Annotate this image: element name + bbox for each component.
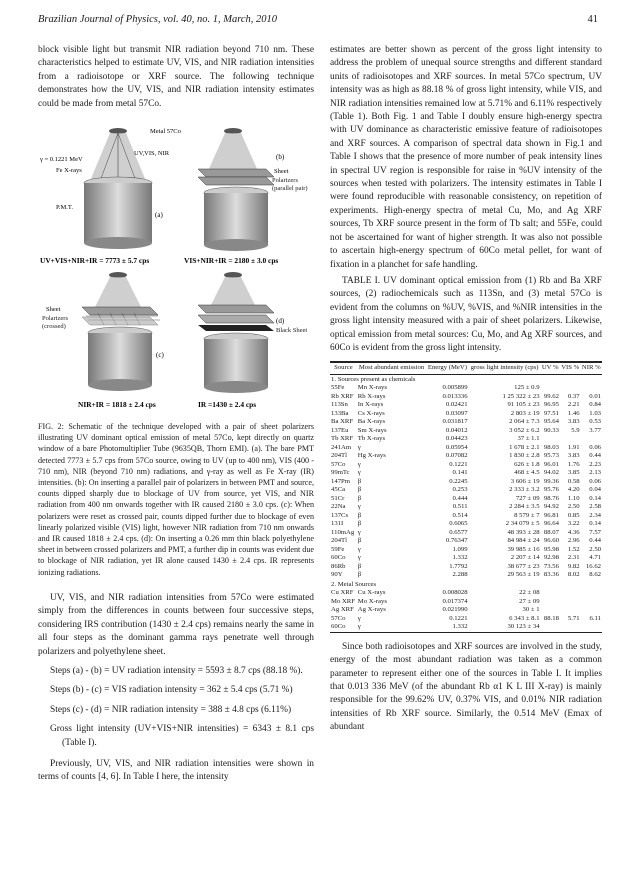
step-a-b: Steps (a) - (b) = UV radiation intensity = 5593 ± 8.7 cps (88.18 %).: [50, 665, 303, 676]
table-cell: 45Ca: [331, 486, 346, 494]
table-cell: 99mTc: [331, 469, 350, 477]
intro-paragraph: block visible light but transmit NIR radiation beyond 710 nm. These characteristics helped to estimate UV, VIS, and NIR radiation intensities from a radioisotope or XRF source. The following technique demonstrates how the UV, VIS, and NIR radiation intensity estimates could be made from metal 57Co.: [38, 45, 314, 109]
panel-a-letter: (a): [155, 211, 163, 220]
table-cell: 91 105 ± 23: [507, 401, 540, 409]
col-emission: Most abundant emission: [357, 362, 426, 374]
table-cell: 55Fe: [331, 384, 345, 392]
body-paragraph-1: UV, VIS, and NIR radiation intensities from 57Co were estimated simply from the differences in counts between four successive steps, considering IRS contribution (1430 ± 2.4 cps) remains nearly the same in all four steps as the dominant gamma rays penetrate well through polarizers and polyethylene sheet.: [38, 592, 314, 657]
table-cell: 22Na: [331, 503, 346, 511]
table-cell: γ: [357, 503, 361, 511]
table-cell: 1.76: [567, 460, 580, 468]
table-cell: 3.83: [567, 418, 580, 426]
table-caption: TABLE I. UV dominant optical emission from (1) Rb and Ba XRF sources, (2) radiochemicals such as 113Sn, and (3) metal 57Co is evident from the columns on %UV, %VIS, and %NIR intensities in the gross light intensity measured with a pair of sheet polarizers. Likewise, optical emission from metal sources: Cu, Mo, and Ag XRF sources, and 60Co is evident from the gross light intensity.: [330, 275, 602, 353]
table-cell: 2.96: [567, 537, 580, 545]
table-cell: 0.6065: [449, 520, 468, 528]
table-cell: In X-rays: [357, 401, 384, 409]
table-cell: 22 ± 08: [519, 589, 540, 597]
equation-c: NIR+IR = 1818 ± 2.4 cps: [78, 400, 156, 410]
table-cell: 94.02: [543, 469, 559, 477]
table-cell: 0.14: [589, 520, 601, 528]
table-cell: 6.11: [589, 614, 601, 622]
table-cell: [541, 589, 560, 598]
table-cell: 0.6577: [449, 528, 468, 536]
table-cell: 1.332: [452, 554, 468, 562]
body-paragraph-2: Previously, UV, VIS, and NIR radiation intensities were shown in terms of counts [4, 6]. In Table I here, the intensity: [38, 758, 314, 783]
table-cell: 0.02421: [445, 401, 468, 409]
table-cell: Tb XRF: [331, 435, 354, 443]
left-column: [38, 44, 314, 785]
table-cell: 0.44: [589, 452, 601, 460]
label-pmt: P.M.T.: [56, 204, 74, 212]
table-cell: 2.31: [567, 554, 580, 562]
table-cell: 0.514: [452, 511, 468, 519]
table-cell: Mo XRF: [331, 597, 355, 605]
right-paragraph-1: estimates are better shown as percent of the gross light intensity to address the problem of unequal source strengths and different standard units of radioisotopes and XRF sources. In metal 57Co spectrum, UV intensity was as high as 88.18 % of gross light intensity, while VIS, and NIR radiation intensities remained low at 5.71% and 6.11% respectively (Table 1). Both Fig. 1 and Table I doubly ensure high-energy spectra with UV dominance as characteristic emissive feature of radioisotopes and XRF sources. A comparison of spectral data shown in Fig.1 and Table I shows that the presence of more number of peak intensity lines in spectral UV region is responsible for raise in %UV intensity of the sources when tested with polarizers. The intensity estimates in Table I were found reproducible with reasonable consistency, on repetition of experiments. High-energy spectra of metal Cu, Mo, and Ag XRF sources, Tb XRF source present in the form of Tb salt; and 55Fe, could not be ascertained for want of higher strength. It was also not possible to ascertain high-energy spectrum of 60Co metal pellet, for want of fixation in a planchet for safe handling.: [330, 45, 602, 270]
panel-a: [39, 128, 181, 249]
label-polarizers-crossed: Polarizers (crossed): [42, 315, 68, 330]
table-cell: 2 34 079 ± 5: [505, 520, 540, 528]
table-body: [330, 374, 602, 632]
table-cell: 2.50: [589, 545, 601, 553]
table-cell: 204Tl: [331, 537, 347, 545]
table-cell: 0.85: [567, 511, 580, 519]
table-cell: 110mAg: [331, 528, 355, 536]
table-cell: 468 ± 4.5: [514, 469, 540, 477]
table-row: [330, 461, 602, 470]
table-row: [330, 598, 602, 607]
table-cell: 1.03: [589, 409, 601, 417]
col-vis: VIS %: [560, 362, 581, 374]
table-row: [330, 520, 602, 529]
table-cell: 3.22: [567, 520, 580, 528]
table-cell: 1.46: [567, 409, 580, 417]
table-cell: 1.10: [567, 494, 580, 502]
table-cell: 2.13: [589, 469, 601, 477]
table-row: [330, 512, 602, 521]
table-cell: 2.58: [589, 503, 601, 511]
col-energy: Energy (MeV): [426, 362, 468, 374]
table-cell: Mn X-rays: [357, 384, 387, 392]
table-cell: 30 123 ± 34: [469, 623, 541, 632]
table-cell: 2.21: [567, 401, 580, 409]
table-cell: 98.03: [543, 443, 559, 451]
table-cell: Mo X-rays: [357, 597, 387, 605]
table-cell: 4.36: [567, 528, 580, 536]
table-cell: 1 678 ± 2.1: [509, 443, 540, 451]
table-cell: 0.44: [589, 537, 601, 545]
table-cell: 3 052 ± 6.2: [509, 426, 540, 434]
table-row: [330, 444, 602, 453]
table-cell: Rb XRF: [331, 392, 354, 400]
table-cell: [581, 589, 602, 598]
table-cell: 98.76: [543, 494, 559, 502]
section-chemicals: 1. Sources present as chemicals: [331, 375, 416, 383]
table-cell: 86Rb: [331, 562, 346, 570]
table-cell: 88.07: [543, 528, 559, 536]
table-cell: β: [357, 511, 362, 519]
table-cell: [541, 435, 560, 444]
table-cell: 0.76347: [445, 537, 468, 545]
table-cell: 96.81: [543, 511, 559, 519]
label-fe-xrays: Fe X-rays: [56, 167, 82, 175]
table-cell: 2.50: [567, 503, 580, 511]
table-cell: 59Fe: [331, 545, 345, 553]
table-cell: β: [357, 494, 362, 502]
right-column: [330, 44, 602, 735]
table-cell: 1.099: [452, 545, 468, 553]
table-row: [330, 537, 602, 546]
step-b-c: Steps (b) - (c) = VIS radiation intensity = 362 ± 5.4 cps (5.71 %): [50, 685, 293, 696]
table-1: [330, 361, 602, 633]
table-cell: 92.98: [543, 554, 559, 562]
table-cell: 5.71: [567, 614, 580, 622]
panel-d: [198, 272, 314, 393]
table-cell: 4.71: [589, 554, 601, 562]
table-cell: β: [357, 562, 362, 570]
table-cell: [560, 598, 581, 607]
table-cell: β: [357, 571, 362, 579]
table-cell: 39 985 ± 16: [507, 545, 540, 553]
table-cell: 3.77: [589, 426, 601, 434]
table-cell: 2 284 ± 3.5: [509, 503, 540, 511]
table-cell: 60Co: [330, 623, 357, 632]
table-cell: 94.92: [543, 503, 559, 511]
label-metal-co: Metal 57Co: [150, 128, 181, 136]
table-row: [330, 410, 602, 419]
table-row: [330, 623, 602, 632]
table-row: [330, 478, 602, 487]
table-cell: Ba XRF: [331, 418, 354, 426]
figure-2-diagram: [38, 117, 314, 413]
table-cell: 0.04: [589, 486, 601, 494]
table-cell: γ: [357, 623, 426, 632]
table-cell: γ: [357, 614, 361, 622]
table-cell: 37 ± 1.1: [517, 435, 540, 443]
table-cell: 137Eu: [331, 426, 349, 434]
gross-intensity: Gross light intensity (UV+VIS+NIR intensities) = 6343 ± 8.1 cps (Table I).: [50, 724, 314, 748]
table-cell: 0.37: [567, 392, 580, 400]
panel-b-letter: (b): [276, 153, 285, 162]
table-cell: 0.444: [452, 494, 468, 502]
table-cell: 3.83: [567, 452, 580, 460]
table-cell: 9.82: [567, 562, 580, 570]
table-cell: 7.57: [589, 528, 601, 536]
table-cell: 83.36: [543, 571, 559, 579]
table-cell: 2.34: [589, 511, 601, 519]
table-row: [330, 384, 602, 393]
table-cell: Ba X-rays: [357, 418, 386, 426]
table-cell: 147Pm: [331, 477, 350, 485]
table-cell: 96.01: [543, 460, 559, 468]
table-cell: 6 343 ± 8.1: [509, 614, 540, 622]
table-cell: 96.60: [543, 537, 559, 545]
table-cell: 57Co: [331, 460, 346, 468]
table-cell: 8.62: [589, 571, 601, 579]
table-cell: Ag X-rays: [357, 606, 386, 614]
table-cell: 97.51: [543, 409, 559, 417]
table-row: [330, 503, 602, 512]
table-cell: 0.141: [452, 469, 468, 477]
table-cell: 0.511: [452, 503, 468, 511]
table-cell: γ: [357, 460, 361, 468]
table-cell: [581, 384, 602, 393]
table-cell: 137Cs: [331, 511, 349, 519]
table-row: [330, 452, 602, 461]
table-cell: 48 393 ± 28: [507, 528, 540, 536]
table-cell: 8.02: [567, 571, 580, 579]
label-uv-vis-nir: UV,VIS, NIR: [134, 150, 170, 158]
table-cell: 0.53: [589, 418, 601, 426]
panel-c-letter: (c): [156, 351, 164, 360]
table-cell: Tb X-rays: [357, 435, 386, 443]
table-cell: 51Cr: [331, 494, 345, 502]
table-cell: 131I: [331, 520, 344, 528]
table-cell: 3 606 ± 19: [510, 477, 540, 485]
table-cell: [560, 623, 581, 632]
table-cell: γ: [357, 443, 361, 451]
table-cell: 0.58: [567, 477, 580, 485]
table-cell: 0.06: [589, 443, 601, 451]
table-cell: Ag XRF: [331, 606, 354, 614]
table-row: [330, 469, 602, 478]
table-cell: γ: [357, 545, 361, 553]
col-nir: NIR %: [581, 362, 602, 374]
table-cell: 0.03097: [445, 409, 468, 417]
col-source: Source: [330, 362, 357, 374]
table-cell: 2 803 ± 19: [510, 409, 540, 417]
table-cell: Cu XRF: [331, 589, 354, 597]
table-cell: 1 830 ± 2.8: [509, 452, 540, 460]
table-cell: 0.253: [452, 486, 468, 494]
table-row: [330, 529, 602, 538]
table-cell: 2 207 ± 14: [510, 554, 540, 562]
label-black-sheet: Black Sheet: [276, 327, 308, 335]
label-gamma: γ = 0.1221 MeV: [40, 156, 83, 164]
table-cell: 2.23: [589, 460, 601, 468]
table-cell: 0.07082: [445, 452, 468, 460]
panel-b: [198, 128, 314, 251]
table-cell: β: [357, 477, 362, 485]
table-cell: 90.33: [543, 426, 559, 434]
table-row: [330, 495, 602, 504]
label-sheet: Sheet: [274, 168, 289, 176]
table-cell: [560, 435, 581, 444]
table-cell: [581, 623, 602, 632]
equation-a: UV+VIS+NIR+IR = 7773 ± 5.7 cps: [40, 256, 150, 266]
table-cell: 38 677 ± 23: [507, 562, 540, 570]
table-cell: 8 579 ± 7: [514, 511, 540, 519]
table-cell: 99.36: [543, 477, 559, 485]
table-row: [330, 435, 602, 444]
table-cell: 0.021990: [442, 606, 468, 614]
table-cell: [541, 623, 560, 632]
table-cell: 99.62: [543, 392, 559, 400]
table-cell: 133Ba: [331, 409, 349, 417]
table-cell: 0.06: [589, 477, 601, 485]
table-cell: 125 ± 0.9: [514, 384, 540, 392]
table-cell: 16.62: [585, 562, 601, 570]
table-cell: 95.64: [543, 418, 559, 426]
table-cell: [560, 589, 581, 598]
table-cell: 29 563 ± 19: [507, 571, 540, 579]
step-list: [38, 665, 314, 750]
table-row: [330, 486, 602, 495]
table-header-row: [330, 362, 602, 374]
table-cell: 5.9: [571, 426, 580, 434]
table-cell: 0.1221: [449, 460, 468, 468]
table-cell: β: [357, 520, 362, 528]
table-cell: β: [357, 537, 362, 545]
table-cell: [581, 598, 602, 607]
table-cell: 2 333 ± 3.2: [509, 486, 540, 494]
section-metal-sources: 2. Metal Sources: [331, 580, 377, 588]
table-row: [330, 571, 602, 580]
table-cell: γ: [357, 469, 361, 477]
table-cell: [541, 384, 560, 393]
table-cell: 95.76: [543, 486, 559, 494]
table-cell: 95.98: [543, 545, 559, 553]
table-cell: 1.7792: [449, 562, 468, 570]
right-paragraph-2: Since both radioisotopes and XRF sources are involved in the study, energy of the most abundant radiation was taken as a common parameter to represent either one of the sources in Table I. It implies that 0.013 336 MeV (of the abundant Rb α1 K L III X-ray) is mainly responsible for the 99.62% UV, 0.37% VIS, and 0.01% NIR radiation intensities of Rb XRF source. Similarly, the 0.514 MeV (Emax of abundant: [330, 641, 602, 733]
table-cell: [560, 606, 581, 615]
table-cell: 57Co: [331, 614, 346, 622]
table-row: [330, 563, 602, 572]
table-cell: 1.52: [567, 545, 580, 553]
journal-citation: Brazilian Journal of Physics, vol. 40, no. 1, March, 2010: [38, 14, 278, 25]
table-cell: 1.332: [426, 623, 468, 632]
figure-2: [38, 117, 314, 413]
table-cell: [581, 606, 602, 615]
table-cell: 0.04012: [445, 426, 468, 434]
table-cell: 3.85: [567, 469, 580, 477]
table-row: [330, 401, 602, 410]
table-cell: 727 ± 09: [515, 494, 540, 502]
col-uv: UV %: [541, 362, 560, 374]
table-cell: γ: [357, 554, 361, 562]
table-cell: γ: [357, 528, 361, 536]
table-cell: 27 ± 09: [519, 597, 540, 605]
table-cell: 96.64: [543, 520, 559, 528]
table-cell: 0.008028: [442, 589, 468, 597]
table-cell: Cs X-rays: [357, 409, 385, 417]
table-cell: 626 ± 1.8: [514, 460, 540, 468]
table-cell: 113Sn: [331, 401, 348, 409]
table-cell: 0.2245: [449, 477, 468, 485]
table-row: [330, 427, 602, 436]
table-cell: 88.18: [543, 614, 559, 622]
table-cell: 0.1221: [449, 614, 468, 622]
table-cell: [581, 435, 602, 444]
label-sheet-2: Sheet: [46, 306, 61, 314]
table-cell: 0.04423: [445, 435, 468, 443]
table-cell: Cu X-rays: [357, 589, 386, 597]
table-cell: 0.14: [589, 494, 601, 502]
table-row: [330, 589, 602, 598]
page-number: 41: [587, 14, 598, 25]
label-polarizers-parallel: Polarizers (parallel pair): [272, 177, 308, 192]
table-cell: 0.031817: [442, 418, 468, 426]
panel-d-letter: (d): [276, 317, 285, 326]
table-cell: 60Co: [331, 554, 346, 562]
table-cell: 1 25 322 ± 23: [502, 392, 540, 400]
table-cell: 0.84: [589, 401, 601, 409]
col-gross: gross light intensity (cps): [469, 362, 541, 374]
table-cell: Sm X-rays: [357, 426, 387, 434]
table-cell: 84 984 ± 24: [507, 537, 540, 545]
table-cell: 0.017374: [442, 597, 468, 605]
table-cell: Hg X-rays: [357, 452, 386, 460]
table-cell: 90Y: [331, 571, 343, 579]
table-cell: Rb X-rays: [357, 392, 386, 400]
table-cell: 0.01: [589, 392, 601, 400]
table-cell: 0.005899: [442, 384, 468, 392]
table-cell: 2.288: [452, 571, 468, 579]
table-cell: 30 ± 1: [522, 606, 540, 614]
table-cell: 204Tl: [331, 452, 347, 460]
table-row: [330, 418, 602, 427]
table-cell: [560, 384, 581, 393]
panel-c: [42, 272, 164, 391]
equation-b: VIS+NIR+IR = 2180 ± 3.0 cps: [184, 256, 279, 266]
table-cell: 95.73: [543, 452, 559, 460]
equation-d: IR =1430 ± 2.4 cps: [198, 400, 257, 410]
step-c-d: Steps (c) - (d) = NIR radiation intensity = 388 ± 4.8 cps (6.11%): [50, 704, 292, 715]
table-row: [330, 606, 602, 615]
table-cell: 241Am: [331, 443, 352, 451]
figure-caption: FIG. 2: Schematic of the technique developed with a pair of sheet polarizers illustrating UV dominant optical emission of metal 57Co, kept directly on quartz window of a bare Photomultiplier Tube (9635QB, Thorn EMI). (a). The bare PMT detected 7773 ± 5.7 cps from 57Co source, owing to UV (up to 400 nm), VIS (400 - 710 nm), NIR (beyond 710 nm) radiations, and γ-ray as well as Fe X-ray (IR) intensities. (b): On inserting a parallel pair of polarizers in between PMT and source, counts dipped sharply due to blockage of UV from source, yet VIS, and NIR radiation from 400 nm onwards together with IR caused 2180 ± 3.0 cps. (c): When polarizers were reset as crossed pair, counts dipped further due to blockage of even linearly polarized visible (VIS) light, however NIR radiation from 710 nm onwards and IR caused 1818 ± 2.4 cps. (d): On inserting a 0.26 mm thin black polyethylene sheet in between crossed polarizers and PMT, a further dip in counts was evident due to blockage of NIR radiation, yet IR alone caused 1430 ± 2.4 cps. IR represents ionizing radiations.: [38, 422, 314, 577]
table-cell: β: [357, 486, 362, 494]
table-cell: 73.56: [543, 562, 559, 570]
table-cell: 2 064 ± 7.3: [509, 418, 540, 426]
table-cell: [541, 598, 560, 607]
table-cell: 0.013336: [442, 392, 468, 400]
table-row: [330, 554, 602, 563]
table-cell: 1.91: [567, 443, 580, 451]
table-cell: [541, 606, 560, 615]
table-cell: 0.05954: [445, 443, 468, 451]
table-row: [330, 615, 602, 624]
running-header: [38, 14, 598, 28]
table-row: [330, 393, 602, 402]
table-cell: 4.20: [567, 486, 580, 494]
table-row: [330, 546, 602, 555]
table-cell: 96.95: [543, 401, 559, 409]
